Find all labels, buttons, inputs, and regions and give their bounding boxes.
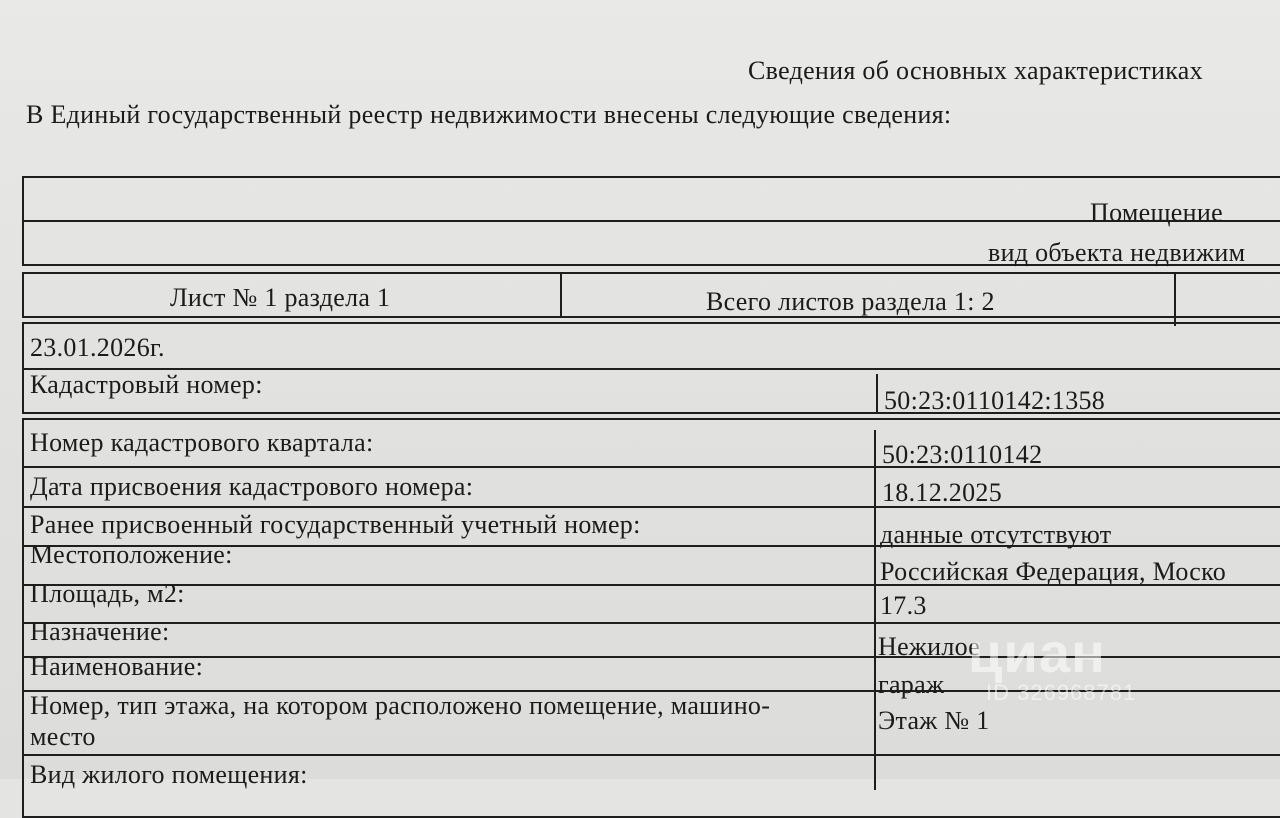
row-label-quarter: Номер кадастрового квартала: bbox=[30, 428, 374, 457]
document-title: Сведения об основных характеристиках bbox=[748, 56, 1203, 85]
row-divider bbox=[22, 622, 1280, 624]
row-label-name: Наименование: bbox=[30, 652, 204, 681]
cian-logo: циан bbox=[968, 621, 1106, 684]
row-value-quarter: 50:23:0110142 bbox=[882, 440, 1043, 469]
row-label-living-type: Вид жилого помещения: bbox=[30, 760, 308, 789]
row-divider bbox=[22, 506, 1280, 508]
row-label-floor: Номер, тип этажа, на котором расположено помещение, машино- bbox=[30, 691, 771, 720]
row-label-location: Местоположение: bbox=[30, 540, 233, 569]
sheet-total: Всего листов раздела 1: 2 bbox=[706, 287, 995, 316]
row-label-area: Площадь, м2: bbox=[30, 579, 185, 608]
row-label-assign-date: Дата присвоения кадастрового номера: bbox=[30, 472, 474, 501]
cadastral-divider bbox=[876, 374, 878, 414]
cadastral-number-value: 50:23:0110142:1358 bbox=[884, 386, 1106, 415]
sheet-number: Лист № 1 раздела 1 bbox=[170, 283, 391, 312]
row-value-assign-date: 18.12.2025 bbox=[882, 478, 1002, 507]
document-intro: В Единый государственный реестр недвижимости внесены следующие сведения: bbox=[26, 100, 952, 129]
row-divider bbox=[22, 754, 1280, 756]
object-type-caption: вид объекта недвижим bbox=[988, 238, 1246, 267]
row-value-location: Российская Федерация, Моско bbox=[880, 557, 1227, 586]
document-date: 23.01.2026г. bbox=[30, 333, 165, 362]
object-type-value: Помещение bbox=[1090, 198, 1223, 227]
row-value-prev-number: данные отсутствуют bbox=[880, 520, 1112, 549]
row-divider bbox=[22, 656, 1280, 658]
characteristics-column-divider bbox=[874, 430, 876, 790]
cadastral-number-label: Кадастровый номер: bbox=[30, 370, 263, 399]
row-value-floor: Этаж № 1 bbox=[878, 706, 990, 735]
row-value-name: гараж bbox=[878, 670, 945, 699]
row-value-purpose: Нежилое bbox=[878, 632, 981, 661]
row-value-area: 17.3 bbox=[880, 591, 927, 620]
row-label-floor-cont: место bbox=[30, 722, 96, 751]
row-label-purpose: Назначение: bbox=[30, 617, 170, 646]
row-divider bbox=[22, 466, 1280, 468]
row-label-prev-number: Ранее присвоенный государственный учетный номер: bbox=[30, 510, 641, 539]
sheet-divider-2 bbox=[1174, 272, 1176, 326]
sheet-divider-1 bbox=[560, 272, 562, 318]
watermark-id: ID 326968781 bbox=[986, 680, 1137, 705]
